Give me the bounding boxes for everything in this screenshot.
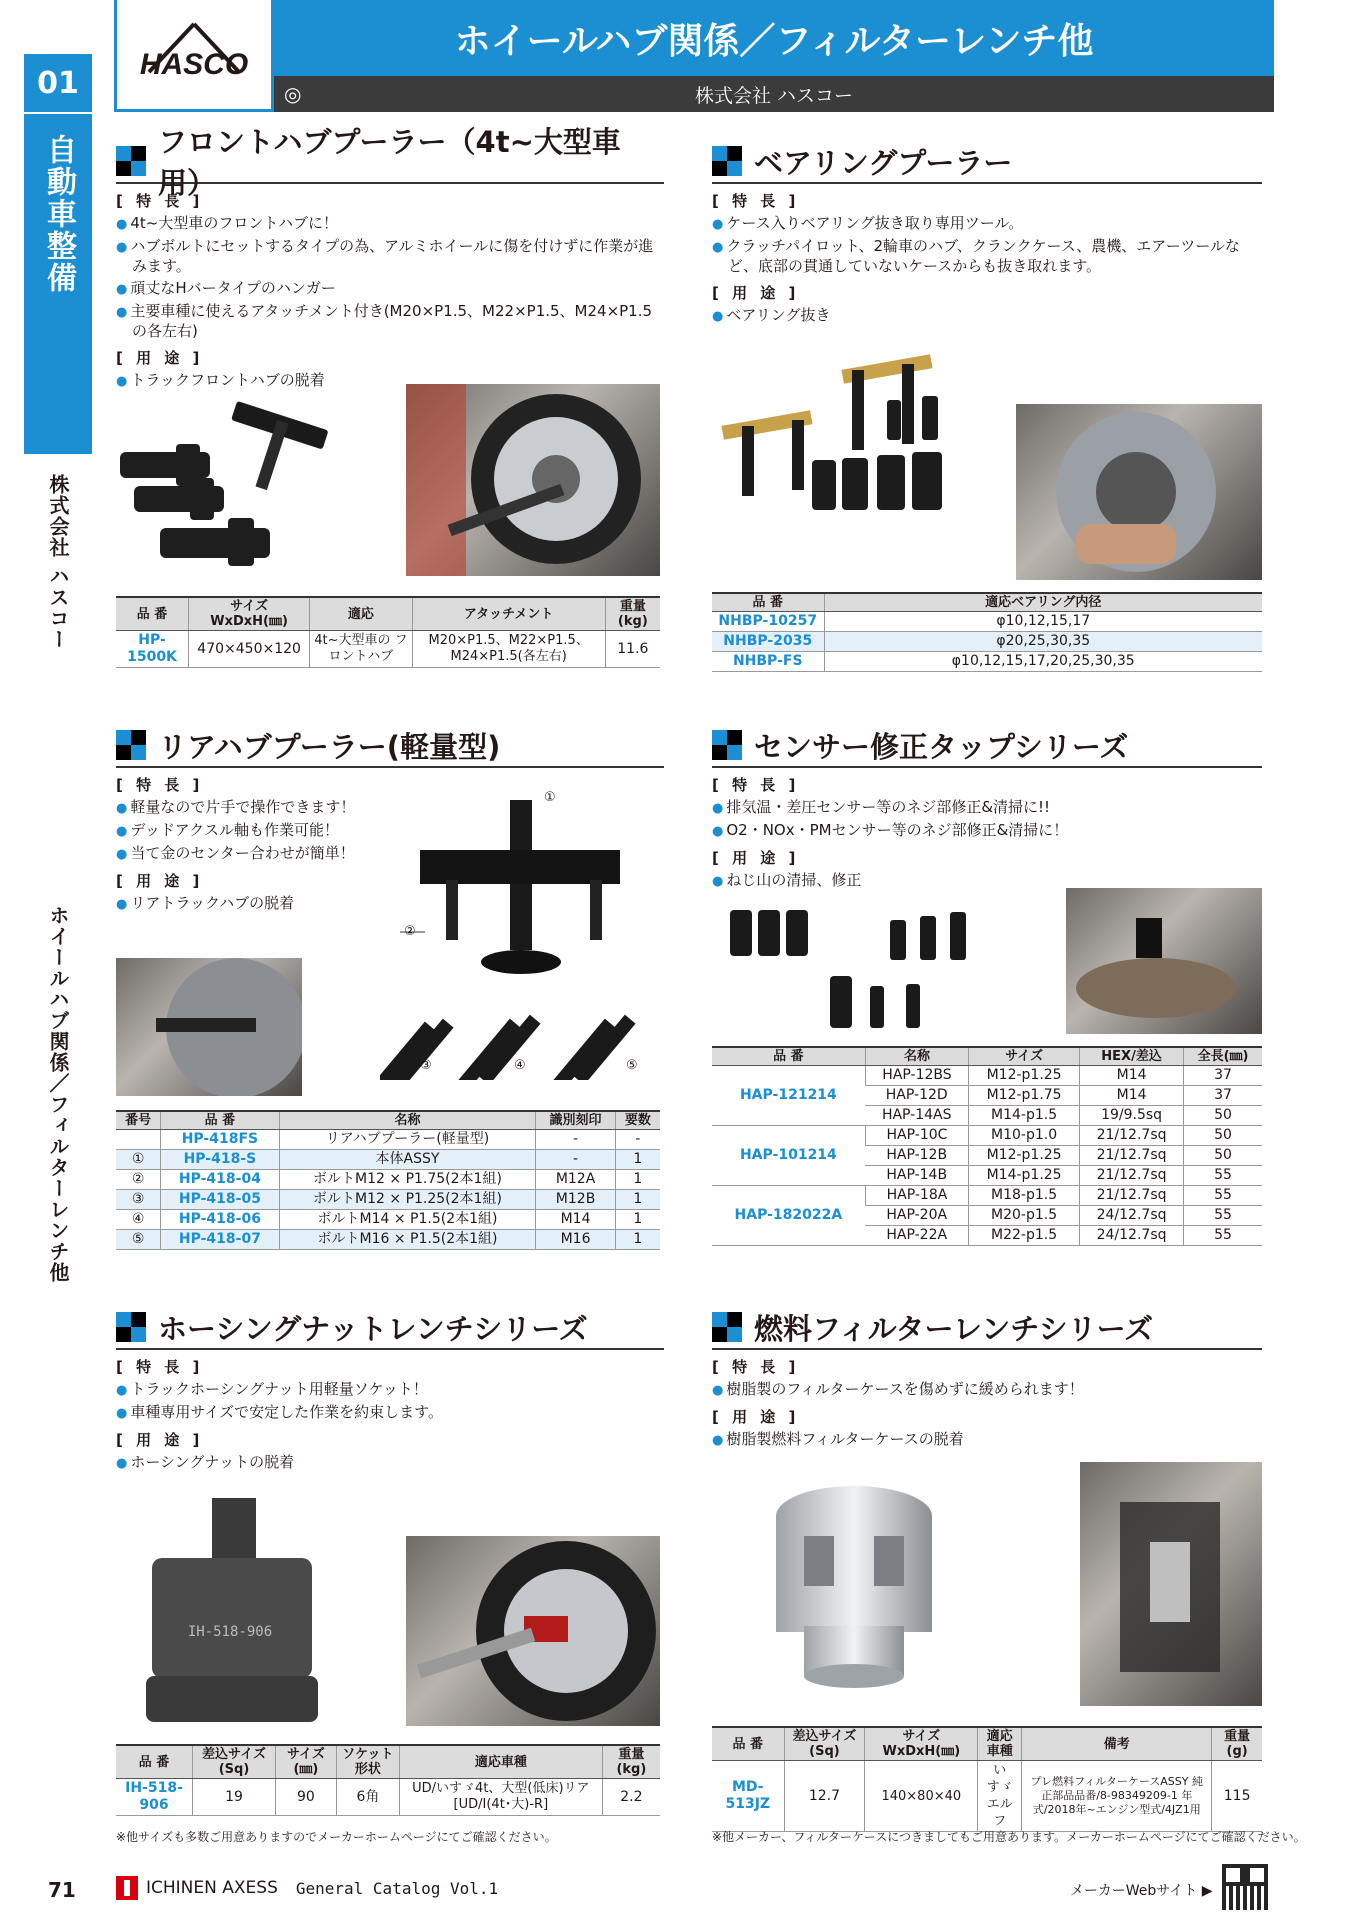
table-row bbox=[712, 1186, 1262, 1206]
table-cell: M16 bbox=[536, 1230, 615, 1250]
table-cell: M14 bbox=[1080, 1066, 1184, 1086]
feature-item: ● O2・NOx・PMセンサー等のネジ部修正&清掃に！ bbox=[712, 821, 1262, 841]
table-cell: M22-p1.5 bbox=[969, 1226, 1080, 1246]
uses-label: [ 用 途 ] bbox=[116, 1431, 204, 1449]
table-header: サイズ (㎜) bbox=[276, 1745, 337, 1779]
table-cell: 6角 bbox=[336, 1779, 399, 1816]
table-cell: - bbox=[536, 1150, 615, 1170]
table-header: ソケット形状 bbox=[336, 1745, 399, 1779]
feature-item: ● 主要車種に使えるアタッチメント付き(M20×P1.5、M22×P1.5、M24×P1.5の各左右) bbox=[116, 302, 664, 341]
maker-name: 株式会社 ハスコー bbox=[694, 84, 854, 107]
part-number[interactable]: MD-513JZ bbox=[712, 1761, 784, 1832]
table-cell: M14 bbox=[536, 1210, 615, 1230]
table-header: サイズ bbox=[969, 1047, 1080, 1066]
table-cell: 55 bbox=[1184, 1226, 1262, 1246]
housing-nut-note: ※他サイズも多数ご用意ありますのでメーカーホームページにてご確認ください。 bbox=[116, 1830, 557, 1844]
brand-footer bbox=[116, 1876, 498, 1900]
table-cell: M14 bbox=[1080, 1086, 1184, 1106]
table-header: 品 番 bbox=[116, 597, 189, 631]
side-section-label: ホイールハブ関係／フィルターレンチ他 bbox=[46, 905, 70, 1283]
sensor-tap-photo bbox=[1066, 888, 1262, 1034]
table-header: 品 番 bbox=[712, 593, 824, 612]
feature-item: ● ケース入りベアリング抜き取り専用ツール。 bbox=[712, 214, 1262, 234]
table-cell: 11.6 bbox=[605, 631, 660, 668]
table-cell: 24/12.7sq bbox=[1080, 1206, 1184, 1226]
table-header: 品 番 bbox=[712, 1727, 784, 1761]
section-square-icon bbox=[116, 1312, 146, 1342]
table-header: 重量 (kg) bbox=[602, 1745, 660, 1779]
table-header: アタッチメント bbox=[412, 597, 605, 631]
callout-2: ② bbox=[404, 924, 416, 939]
fuel-filter-note: ※他メーカー、フィルターケースにつきましてもご用意あります。メーカーホームページにてご確認ください。 bbox=[712, 1830, 1306, 1844]
table-cell: HAP-22A bbox=[865, 1226, 968, 1246]
callout-3: ③ bbox=[420, 1058, 432, 1073]
table-cell: 1 bbox=[615, 1150, 660, 1170]
table-cell: ボルトM12 × P1.25(2本1組) bbox=[279, 1190, 536, 1210]
table-cell: 55 bbox=[1184, 1186, 1262, 1206]
section-square-icon bbox=[116, 146, 146, 176]
part-number[interactable]: HP-418-06 bbox=[161, 1210, 279, 1230]
section-title: 燃料フィルターレンチシリーズ bbox=[712, 1306, 1262, 1350]
table-cell: 55 bbox=[1184, 1206, 1262, 1226]
part-number[interactable]: NHBP-2035 bbox=[712, 632, 824, 652]
table-cell: M14-p1.25 bbox=[969, 1166, 1080, 1186]
table-cell bbox=[116, 1130, 161, 1150]
circle-icon: ◎ bbox=[284, 82, 302, 106]
table-row bbox=[116, 631, 660, 668]
section-title: リアハブプーラー(軽量型) bbox=[116, 724, 664, 768]
table-cell: φ20,25,30,35 bbox=[824, 632, 1262, 652]
part-number[interactable]: HP-418-07 bbox=[161, 1230, 279, 1250]
table-header: 差込サイズ (Sq) bbox=[193, 1745, 276, 1779]
table-header: 番号 bbox=[116, 1111, 161, 1130]
table-cell: リアハブプーラー(軽量型) bbox=[279, 1130, 536, 1150]
part-number[interactable]: HP-1500K bbox=[116, 631, 189, 668]
fuel-filter-wrench-image bbox=[764, 1476, 944, 1692]
table-row bbox=[116, 1210, 660, 1230]
section-bearing-puller bbox=[712, 140, 1262, 326]
section-housing-nut-wrench bbox=[116, 1306, 664, 1473]
table-cell: ⑤ bbox=[116, 1230, 161, 1250]
page-number: 71 bbox=[48, 1878, 76, 1902]
table-row bbox=[116, 1779, 660, 1816]
table-cell: ボルトM16 × P1.5(2本1組) bbox=[279, 1230, 536, 1250]
housing-nut-table bbox=[116, 1744, 660, 1816]
feature-item: ● 4t~大型車のフロントハブに！ bbox=[116, 214, 664, 234]
callout-5: ⑤ bbox=[626, 1058, 638, 1073]
table-header: 重量 (g) bbox=[1212, 1727, 1262, 1761]
features-label: [ 特 長 ] bbox=[712, 776, 800, 794]
ichinen-logo-icon bbox=[116, 1876, 138, 1900]
table-header: 備考 bbox=[1022, 1727, 1212, 1761]
section-sensor-tap bbox=[712, 724, 1262, 891]
callout-4: ④ bbox=[514, 1058, 526, 1073]
section-square-icon bbox=[712, 146, 742, 176]
feature-item: ● 軽量なので片手で操作できます！ bbox=[116, 798, 664, 818]
section-front-hub-puller bbox=[116, 125, 664, 391]
table-cell: 24/12.7sq bbox=[1080, 1226, 1184, 1246]
table-cell: 2.2 bbox=[602, 1779, 660, 1816]
bearing-puller-photo bbox=[1016, 404, 1262, 580]
sensor-tap-image bbox=[720, 900, 1020, 1040]
part-number[interactable]: NHBP-FS bbox=[712, 652, 824, 672]
part-number[interactable]: HP-418-S bbox=[161, 1150, 279, 1170]
section-square-icon bbox=[116, 730, 146, 760]
table-row bbox=[712, 1126, 1262, 1146]
features-label: [ 特 長 ] bbox=[116, 776, 204, 794]
feature-item: ● 当て金のセンター合わせが簡単！ bbox=[116, 844, 664, 864]
table-cell: φ10,12,15,17,20,25,30,35 bbox=[824, 652, 1262, 672]
use-item: ● ホーシングナットの脱着 bbox=[116, 1453, 664, 1473]
table-cell: M18-p1.5 bbox=[969, 1186, 1080, 1206]
table-cell: 21/12.7sq bbox=[1080, 1186, 1184, 1206]
table-row bbox=[116, 1230, 660, 1250]
table-header: サイズ WxDxH(㎜) bbox=[189, 597, 310, 631]
table-cell: HAP-20A bbox=[865, 1206, 968, 1226]
table-cell: ② bbox=[116, 1170, 161, 1190]
table-row bbox=[116, 1150, 660, 1170]
table-cell: HAP-12B bbox=[865, 1146, 968, 1166]
front-hub-puller-image bbox=[116, 400, 330, 580]
part-number[interactable]: NHBP-10257 bbox=[712, 612, 824, 632]
feature-item: ● 樹脂製のフィルターケースを傷めずに緩められます！ bbox=[712, 1380, 1262, 1400]
use-item: ● トラックフロントハブの脱着 bbox=[116, 371, 664, 391]
table-cell: - bbox=[536, 1130, 615, 1150]
table-header: 適応 bbox=[310, 597, 412, 631]
table-cell: 50 bbox=[1184, 1106, 1262, 1126]
section-square-icon bbox=[712, 1312, 742, 1342]
table-cell: 19/9.5sq bbox=[1080, 1106, 1184, 1126]
brand-name: ICHINEN AXESS bbox=[146, 1878, 278, 1898]
rear-hub-puller-image bbox=[380, 790, 670, 1080]
uses-label: [ 用 途 ] bbox=[712, 1408, 800, 1426]
table-header: 適応ベアリング内径 bbox=[824, 593, 1262, 612]
section-title: フロントハブプーラー（4t~大型車用） bbox=[116, 140, 664, 184]
table-header: 品 番 bbox=[712, 1047, 865, 1066]
table-cell: 1 bbox=[615, 1170, 660, 1190]
table-cell: 19 bbox=[193, 1779, 276, 1816]
table-header: 名称 bbox=[865, 1047, 968, 1066]
use-item: ● リアトラックハブの脱着 bbox=[116, 894, 664, 914]
section-square-icon bbox=[712, 730, 742, 760]
catalog-name: General Catalog Vol.1 bbox=[295, 1878, 499, 1898]
table-cell: ④ bbox=[116, 1210, 161, 1230]
table-cell: M12-p1.75 bbox=[969, 1086, 1080, 1106]
bearing-puller-image bbox=[712, 340, 1012, 530]
use-item: ● ねじ山の清掃、修正 bbox=[712, 871, 1262, 891]
table-row bbox=[116, 1190, 660, 1210]
fuel-filter-photo bbox=[1080, 1462, 1262, 1706]
features-label: [ 特 長 ] bbox=[116, 192, 204, 210]
table-cell: 50 bbox=[1184, 1126, 1262, 1146]
table-cell: 1 bbox=[615, 1230, 660, 1250]
table-cell: ボルトM12 × P1.75(2本1組) bbox=[279, 1170, 536, 1190]
table-cell: M12B bbox=[536, 1190, 615, 1210]
maker-bar bbox=[274, 76, 1274, 112]
section-title: ベアリングプーラー bbox=[712, 140, 1262, 184]
table-header: サイズ WxDxH(㎜) bbox=[865, 1727, 978, 1761]
use-item: ● ベアリング抜き bbox=[712, 306, 1262, 326]
table-cell: ボルトM14 × P1.5(2本1組) bbox=[279, 1210, 536, 1230]
table-cell: M12A bbox=[536, 1170, 615, 1190]
table-cell: 37 bbox=[1184, 1086, 1262, 1106]
table-cell: 115 bbox=[1212, 1761, 1262, 1832]
table-cell: 470×450×120 bbox=[189, 631, 310, 668]
part-number[interactable]: HAP-101214 bbox=[712, 1126, 865, 1186]
sensor-tap-table bbox=[712, 1046, 1262, 1246]
features-label: [ 特 長 ] bbox=[712, 192, 800, 210]
hasco-logo bbox=[114, 0, 274, 112]
feature-item: ● 頑丈なHバータイプのハンガー bbox=[116, 279, 664, 299]
category-tab: 自動車整備 bbox=[24, 114, 92, 454]
part-number[interactable]: HAP-182022A bbox=[712, 1186, 865, 1246]
table-cell: HAP-18A bbox=[865, 1186, 968, 1206]
feature-item: ● 排気温・差圧センサー等のネジ部修正&清掃に!! bbox=[712, 798, 1262, 818]
housing-nut-socket-image bbox=[140, 1490, 320, 1730]
housing-nut-photo bbox=[406, 1536, 660, 1726]
table-row bbox=[116, 1130, 660, 1150]
uses-label: [ 用 途 ] bbox=[712, 284, 800, 302]
table-header: 要数 bbox=[615, 1111, 660, 1130]
table-cell: HAP-10C bbox=[865, 1126, 968, 1146]
uses-label: [ 用 途 ] bbox=[116, 872, 204, 890]
table-row bbox=[712, 612, 1262, 632]
table-cell: 4t~大型車の フロントハブ bbox=[310, 631, 412, 668]
table-cell: - bbox=[615, 1130, 660, 1150]
table-header: 重量 (kg) bbox=[605, 597, 660, 631]
table-cell: 21/12.7sq bbox=[1080, 1166, 1184, 1186]
part-number[interactable]: IH-518-906 bbox=[116, 1779, 193, 1816]
table-header: 識別刻印 bbox=[536, 1111, 615, 1130]
chapter-number: 01 bbox=[24, 54, 92, 112]
table-cell: 21/12.7sq bbox=[1080, 1146, 1184, 1166]
table-cell: φ10,12,15,17 bbox=[824, 612, 1262, 632]
feature-item: ● デッドアクスル軸も作業可能！ bbox=[116, 821, 664, 841]
table-cell: ① bbox=[116, 1150, 161, 1170]
table-header: 適応 車種 bbox=[978, 1727, 1022, 1761]
table-header: 品 番 bbox=[116, 1745, 193, 1779]
front-hub-puller-photo bbox=[406, 384, 660, 576]
table-cell: 1 bbox=[615, 1190, 660, 1210]
table-cell: ③ bbox=[116, 1190, 161, 1210]
table-cell: プレ燃料フィルターケースASSY 純正部品品番/8-98349209-1 年式/2018年~エンジン型式/4JZ1用 bbox=[1022, 1761, 1212, 1832]
front-hub-puller-table bbox=[116, 596, 660, 668]
section-title: ホーシングナットレンチシリーズ bbox=[116, 1306, 664, 1350]
feature-item: ● クラッチパイロット、2輪車のハブ、クランクケース、農機、エアーツールなど、底部の貫通していないケースからも抜き取れます。 bbox=[712, 237, 1262, 276]
table-header: HEX/差込 bbox=[1080, 1047, 1184, 1066]
table-row bbox=[712, 1761, 1262, 1832]
table-cell: 55 bbox=[1184, 1166, 1262, 1186]
fuel-filter-table bbox=[712, 1726, 1262, 1832]
uses-label: [ 用 途 ] bbox=[712, 849, 800, 867]
section-fuel-filter-wrench bbox=[712, 1306, 1262, 1450]
table-cell: 90 bbox=[276, 1779, 337, 1816]
table-cell: 37 bbox=[1184, 1066, 1262, 1086]
section-title: センサー修正タップシリーズ bbox=[712, 724, 1262, 768]
bearing-puller-table bbox=[712, 592, 1262, 672]
part-number[interactable]: HP-418FS bbox=[161, 1130, 279, 1150]
part-number[interactable]: HP-418-04 bbox=[161, 1170, 279, 1190]
page-title: ホイールハブ関係／フィルターレンチ他 bbox=[274, 0, 1274, 76]
table-cell: M14-p1.5 bbox=[969, 1106, 1080, 1126]
table-header: 差込サイズ (Sq) bbox=[784, 1727, 865, 1761]
table-cell: HAP-12BS bbox=[865, 1066, 968, 1086]
table-row bbox=[712, 652, 1262, 672]
table-cell: UD/いすゞ4t、大型(低床)リア[UD/I(4t･大)-R] bbox=[399, 1779, 602, 1816]
use-item: ● 樹脂製燃料フィルターケースの脱着 bbox=[712, 1430, 1262, 1450]
maker-website-link[interactable]: メーカーWebサイト ▶ bbox=[1070, 1883, 1213, 1899]
callout-1: ① bbox=[544, 790, 556, 805]
table-cell: 本体ASSY bbox=[279, 1150, 536, 1170]
table-cell: 50 bbox=[1184, 1146, 1262, 1166]
table-header: 品 番 bbox=[161, 1111, 279, 1130]
table-cell: HAP-14AS bbox=[865, 1106, 968, 1126]
table-header: 名称 bbox=[279, 1111, 536, 1130]
table-cell: M12-p1.25 bbox=[969, 1146, 1080, 1166]
features-label: [ 特 長 ] bbox=[712, 1358, 800, 1376]
logo-text: HASCO bbox=[139, 47, 249, 81]
part-number[interactable]: HAP-121214 bbox=[712, 1066, 865, 1126]
table-cell: M10-p1.0 bbox=[969, 1126, 1080, 1146]
table-cell: M12-p1.25 bbox=[969, 1066, 1080, 1086]
qr-code-icon[interactable] bbox=[1222, 1864, 1268, 1910]
feature-item: ● トラックホーシングナット用軽量ソケット！ bbox=[116, 1380, 664, 1400]
table-cell: いすゞ エルフ bbox=[978, 1761, 1022, 1832]
part-number[interactable]: HP-418-05 bbox=[161, 1190, 279, 1210]
feature-item: ● 車種専用サイズで安定した作業を約束します。 bbox=[116, 1403, 664, 1423]
table-row bbox=[116, 1170, 660, 1190]
table-header: 適応車種 bbox=[399, 1745, 602, 1779]
feature-item: ● ハブボルトにセットするタイプの為、アルミホイールに傷を付けずに作業が進みます。 bbox=[116, 237, 664, 276]
table-cell: HAP-12D bbox=[865, 1086, 968, 1106]
side-maker-label: 株式会社 ハスコー bbox=[46, 474, 70, 650]
table-cell: HAP-14B bbox=[865, 1166, 968, 1186]
table-cell: 12.7 bbox=[784, 1761, 865, 1832]
rear-hub-puller-photo bbox=[116, 958, 302, 1096]
uses-label: [ 用 途 ] bbox=[116, 349, 204, 367]
table-cell: 1 bbox=[615, 1210, 660, 1230]
socket-marking: IH-518-906 bbox=[187, 1624, 273, 1640]
table-row bbox=[712, 632, 1262, 652]
table-cell: 21/12.7sq bbox=[1080, 1126, 1184, 1146]
table-cell: M20-p1.5 bbox=[969, 1206, 1080, 1226]
rear-hub-puller-table bbox=[116, 1110, 660, 1250]
table-row bbox=[712, 1066, 1262, 1086]
features-label: [ 特 長 ] bbox=[116, 1358, 204, 1376]
table-header: 全長(㎜) bbox=[1184, 1047, 1262, 1066]
table-cell: 140×80×40 bbox=[865, 1761, 978, 1832]
table-cell: M20×P1.5、M22×P1.5、M24×P1.5(各左右) bbox=[412, 631, 605, 668]
logo-graphic-icon bbox=[129, 20, 259, 90]
